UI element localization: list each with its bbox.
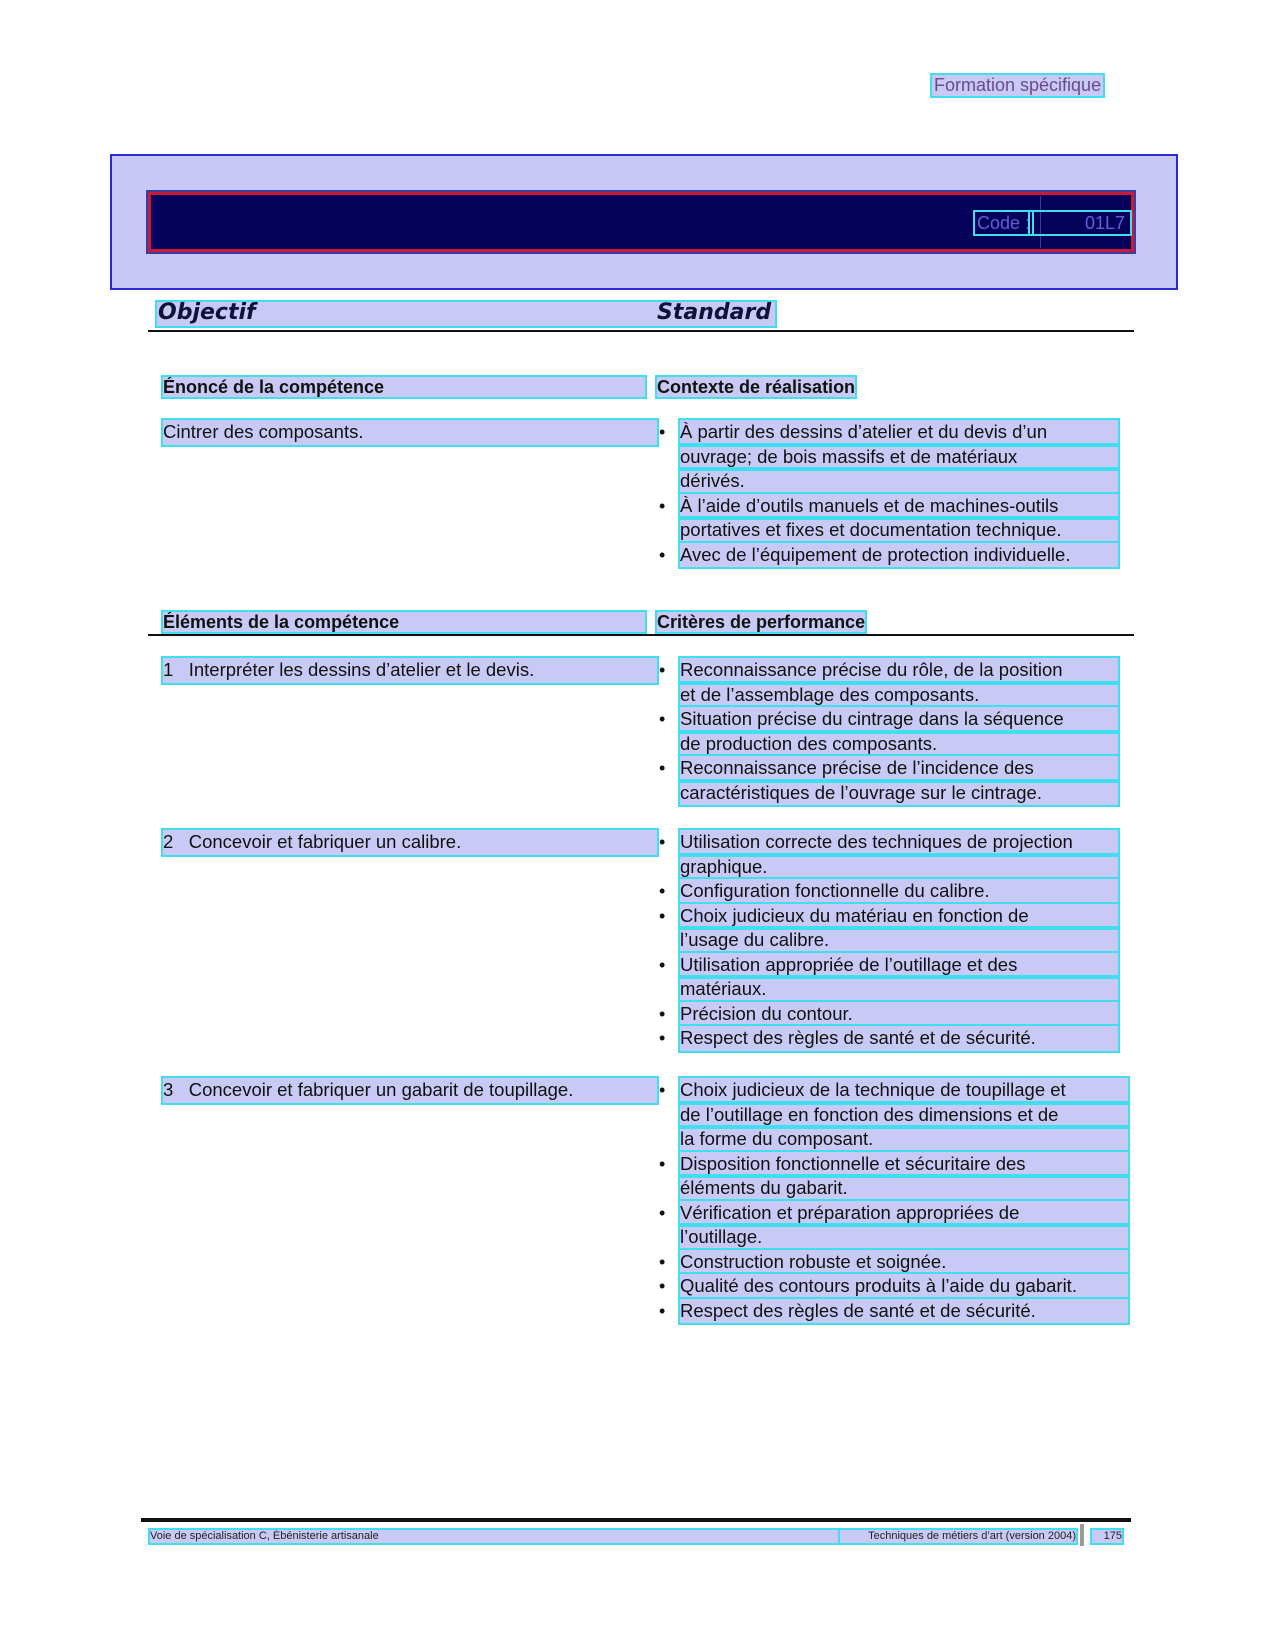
elements-heading: Éléments de la compétence (163, 612, 645, 632)
footer-right: Techniques de métiers d’art (version 2004) (840, 1530, 1076, 1543)
list-item: • Respect des règles de santé et de sécurité. (658, 1026, 1118, 1051)
column-header-objectif: Objectif (158, 300, 256, 325)
footer-page-marker (1080, 1524, 1084, 1546)
context-list (658, 420, 1118, 567)
document-section-tag: Formation spécifique (934, 75, 1102, 95)
criteria-list-2 (658, 830, 1118, 1051)
column-header-standard: Standard (657, 300, 772, 325)
statement-heading: Énoncé de la compétence (163, 377, 645, 397)
page-number: 175 (1092, 1530, 1122, 1543)
list-item: • Utilisation correcte des techniques de projection graphique. (658, 830, 1118, 879)
list-item: • Avec de l’équipement de protection individuelle. (658, 543, 1118, 568)
code-value: 01L7 (1085, 213, 1126, 233)
list-item: • Utilisation appropriée de l’outillage et des matériaux. (658, 953, 1118, 1002)
criteria-list-1 (658, 658, 1118, 805)
list-item: • À partir des dessins d’atelier et du devis d’un ouvrage; de bois massifs et de matériaux dérivés. (658, 420, 1118, 494)
list-item: • Choix judicieux du matériau en fonction de l’usage du calibre. (658, 904, 1118, 953)
list-item: • Qualité des contours produits à l’aide du gabarit. (658, 1274, 1128, 1299)
list-item: • Choix judicieux de la technique de toupillage et de l’outillage en fonction des dimensions et de la forme du composant. (658, 1078, 1128, 1152)
list-item: • Précision du contour. (658, 1002, 1118, 1027)
element-1: 1 Interpréter les dessins d’atelier et le devis. (163, 658, 657, 683)
code-label: Code : (977, 213, 1031, 233)
list-item: • Reconnaissance précise du rôle, de la position et de l’assemblage des composants. (658, 658, 1118, 707)
header-rule (148, 330, 1134, 332)
criteria-heading: Critères de performance (657, 612, 866, 632)
element-2: 2 Concevoir et fabriquer un calibre. (163, 830, 657, 855)
competence-statement: Cintrer des composants. (163, 420, 657, 445)
list-item: • Situation précise du cintrage dans la séquence de production des composants. (658, 707, 1118, 756)
footer-rule (141, 1518, 1131, 1522)
list-item: • Construction robuste et soignée. (658, 1250, 1128, 1275)
context-heading: Contexte de réalisation (657, 377, 856, 397)
list-item: • Reconnaissance précise de l’incidence des caractéristiques de l’ouvrage sur le cintrage. (658, 756, 1118, 805)
list-item: • Respect des règles de santé et de sécurité. (658, 1299, 1128, 1324)
elements-rule (148, 634, 1134, 636)
list-item: • Configuration fonctionnelle du calibre. (658, 879, 1118, 904)
footer-left: Voie de spécialisation C, Ébénisterie artisanale (150, 1530, 840, 1543)
element-3: 3 Concevoir et fabriquer un gabarit de toupillage. (163, 1078, 657, 1103)
criteria-list-3 (658, 1078, 1128, 1323)
list-item: • Vérification et préparation appropriées de l’outillage. (658, 1201, 1128, 1250)
list-item: • Disposition fonctionnelle et sécuritaire des éléments du gabarit. (658, 1152, 1128, 1201)
list-item: • À l’aide d’outils manuels et de machines-outils portatives et fixes et documentation technique. (658, 494, 1118, 543)
